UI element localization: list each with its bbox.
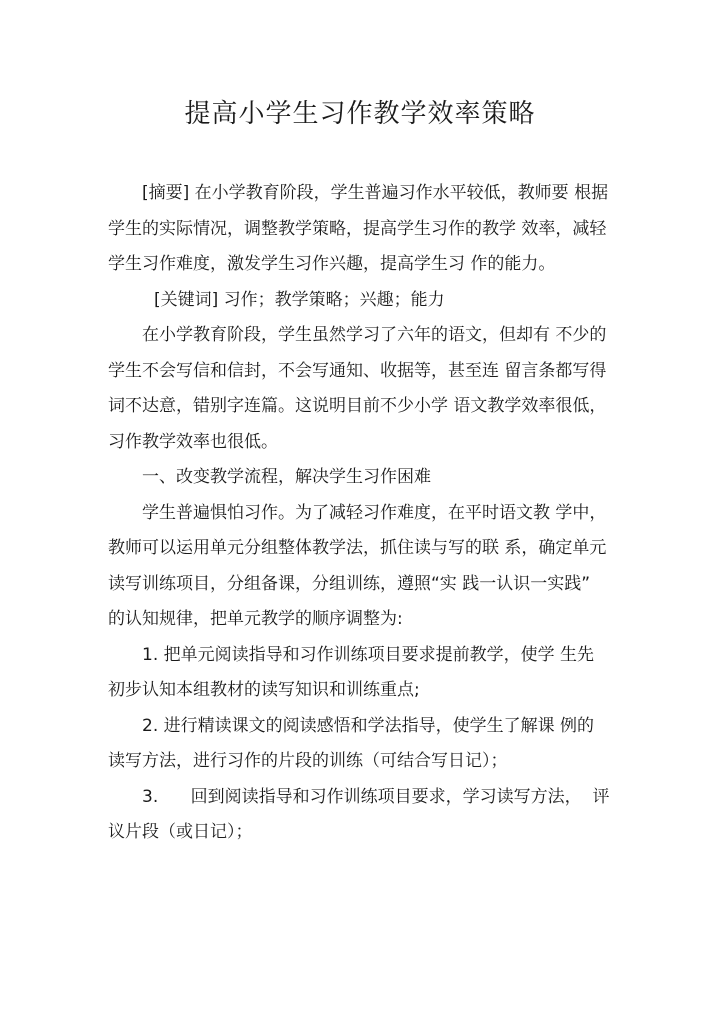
step-item <box>108 638 616 709</box>
abstract-line: 学生习作难度，激发学生习作兴趣，提高学生习 作的能力。 <box>108 254 556 274</box>
intro-paragraph <box>108 318 616 460</box>
section-body-paragraph <box>108 496 616 638</box>
intro-line: 词不达意，错别字连篇。这说明目前不少小学 语文教学效率很低， <box>108 396 607 416</box>
section-heading-line: 一、改变教学流程，解决学生习作困难 <box>142 467 431 487</box>
intro-line: 学生不会写信和信封，不会写通知、收据等，甚至连 留言条都写得 <box>108 360 607 381</box>
intro-line: 在小学教育阶段，学生虽然学习了六年的语文，但却有 不少的 <box>142 325 607 345</box>
intro-line: 习作教学效率也很低。 <box>108 431 278 452</box>
step-item <box>108 709 616 780</box>
keywords-line: [关键词] 习作；教学策略；兴趣；能力 <box>154 289 445 310</box>
section-body-line: 教师可以运用单元分组整体教学法，抓住读与写的联 系，确定单元 <box>108 538 607 558</box>
step-line: 初步认知本组教材的读写知识和训练重点; <box>108 680 420 700</box>
section-body-line: 学生普遍惧怕习作。为了减轻习作难度，在平时语文教 学中， <box>142 502 607 523</box>
step-line: 2. 进行精读课文的阅读感悟和学法指导，使学生了解课 例的 <box>142 715 595 736</box>
keywords-paragraph <box>108 283 616 319</box>
step-item <box>108 780 616 851</box>
abstract-paragraph <box>108 176 616 283</box>
section-heading <box>108 460 616 496</box>
step-line: 3. 回到阅读指导和习作训练项目要求，学习读写方法， 评 <box>142 786 610 807</box>
step-line: 议片段（或日记）； <box>108 822 253 842</box>
document-title: 提高小学生习作教学效率策略 <box>184 99 536 129</box>
step-line: 读写方法，进行习作的片段的训练（可结合写日记）； <box>108 751 508 771</box>
abstract-line: [摘要] 在小学教育阶段，学生普遍习作水平较低，教师要 根据 <box>142 183 609 203</box>
section-body-line: 读写训练项目，分组备课，分组训练，遵照“实 践一认识一实践” <box>108 573 591 594</box>
step-line: 1. 把单元阅读指导和习作训练项目要求提前教学，使学 生先 <box>142 644 595 665</box>
document-body <box>108 176 616 851</box>
section-body-line: 的认知规律，把单元教学的顺序调整为: <box>108 609 403 629</box>
abstract-line: 学生的实际情况，调整教学策略，提高学生习作的教学 效率，减轻 <box>108 218 607 239</box>
